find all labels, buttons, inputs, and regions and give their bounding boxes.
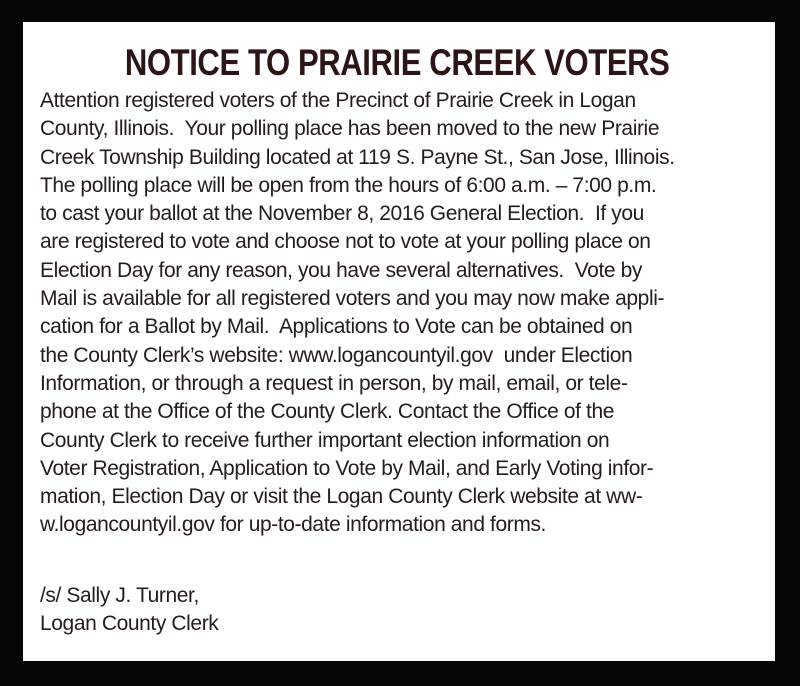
body-line: Voter Registration, Application to Vote by Mail, and Early Voting infor- <box>40 456 654 480</box>
body-line: Attention registered voters of the Precinct of Prairie Creek in Logan <box>40 89 636 112</box>
body-line: Mail is available for all registered voters and you may now make appli- <box>40 287 665 311</box>
body-line: the County Clerk’s website: www.logancountyil.gov under Election <box>40 343 633 367</box>
signature-block <box>40 582 755 639</box>
body-line: The polling place will be open from the hours of 6:00 a.m. – 7:00 p.m. <box>40 173 657 197</box>
body-line: are registered to vote and choose not to vote at your polling place on <box>40 230 651 254</box>
notice-paper <box>23 22 775 661</box>
body-line: mation, Election Day or visit the Logan County Clerk website at ww- <box>40 485 643 509</box>
body-line: Creek Township Building located at 119 S. Payne St., San Jose, Illinois. <box>40 145 675 169</box>
notice-title <box>40 44 755 82</box>
body-line: w.logancountyil.gov for up-to-date information and forms. <box>40 513 546 537</box>
body-line: cation for a Ballot by Mail. Applications to Vote can be obtained on <box>40 315 633 339</box>
body-line: County Clerk to receive further important election information on <box>40 428 610 452</box>
body-line: to cast your ballot at the November 8, 2016 General Election. If you <box>40 202 644 226</box>
signature-name: /s/ Sally J. Turner, <box>40 583 199 607</box>
body-line: Information, or through a request in person, by mail, email, or tele- <box>40 371 628 395</box>
body-line: County, Illinois. Your polling place has been moved to the new Prairie <box>40 117 660 141</box>
notice-title-text: NOTICE TO PRAIRIE CREEK VOTERS <box>125 42 670 83</box>
notice-body <box>40 87 755 540</box>
body-line: phone at the Office of the County Clerk. Contact the Office of the <box>40 400 615 424</box>
signature-title: Logan County Clerk <box>40 612 219 636</box>
body-line: Election Day for any reason, you have several alternatives. Vote by <box>40 258 642 282</box>
